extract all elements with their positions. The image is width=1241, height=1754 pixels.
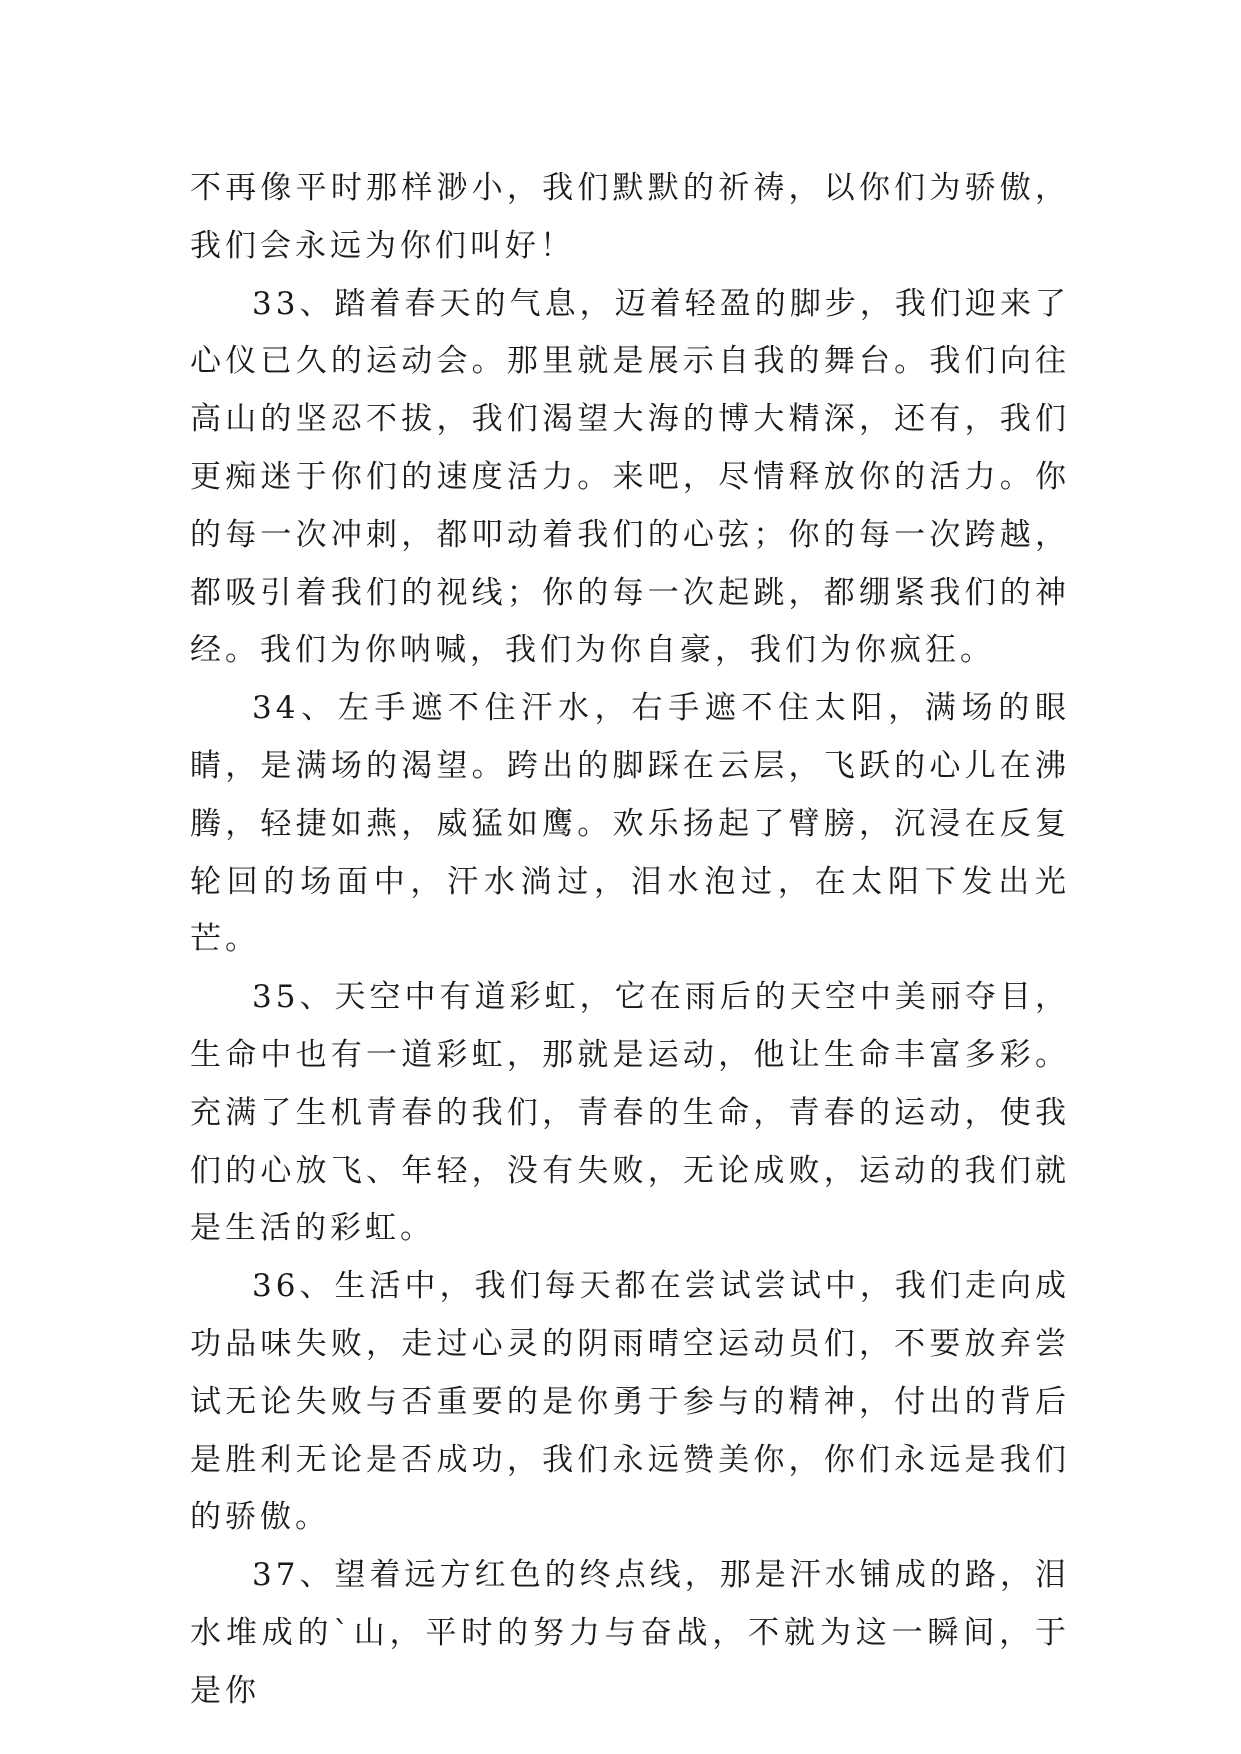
paragraph-continuation: 不再像平时那样渺小，我们默默的祈祷，以你们为骄傲，我们会永远为你们叫好！ xyxy=(190,170,1070,264)
paragraph-33: 33、踏着春天的气息，迈着轻盈的脚步，我们迎来了心仪已久的运动会。那里就是展示自我的舞台。我们向往高山的坚忍不拔，我们渴望大海的博大精深，还有，我们更痴迷于你们的速度活力。来吧，尽情释放你的活力。你的每一次冲刺，都叩动着我们的心弦；你的每一次跨越，都吸引着我们的视线；你的每一次起跳，都绷紧我们的神经。我们为你呐喊，我们为你自豪，我们为你疯狂。 xyxy=(190,285,1070,669)
paragraph-35: 35、天空中有道彩虹，它在雨后的天空中美丽夺目，生命中也有一道彩虹，那就是运动，他让生命丰富多彩。充满了生机青春的我们，青春的生命，青春的运动，使我们的心放飞、年轻，没有失败，无论成败，运动的我们就是生活的彩虹。 xyxy=(190,979,1070,1247)
document-body xyxy=(190,160,1070,1721)
paragraph-34: 34、左手遮不住汗水，右手遮不住太阳，满场的眼睛，是满场的渴望。跨出的脚踩在云层，飞跃的心儿在沸腾，轻捷如燕，威猛如鹰。欢乐扬起了臂膀，沉浸在反复轮回的场面中，汗水淌过，泪水泡过，在太阳下发出光芒。 xyxy=(190,690,1070,958)
paragraph-36: 36、生活中，我们每天都在尝试尝试中，我们走向成功品味失败，走过心灵的阴雨晴空运动员们，不要放弃尝试无论失败与否重要的是你勇于参与的精神，付出的背后是胜利无论是否成功，我们永远赞美你，你们永远是我们的骄傲。 xyxy=(190,1268,1070,1536)
paragraph-37: 37、望着远方红色的终点线，那是汗水铺成的路，泪水堆成的`山，平时的努力与奋战，不就为这一瞬间，于是你 xyxy=(190,1557,1070,1709)
